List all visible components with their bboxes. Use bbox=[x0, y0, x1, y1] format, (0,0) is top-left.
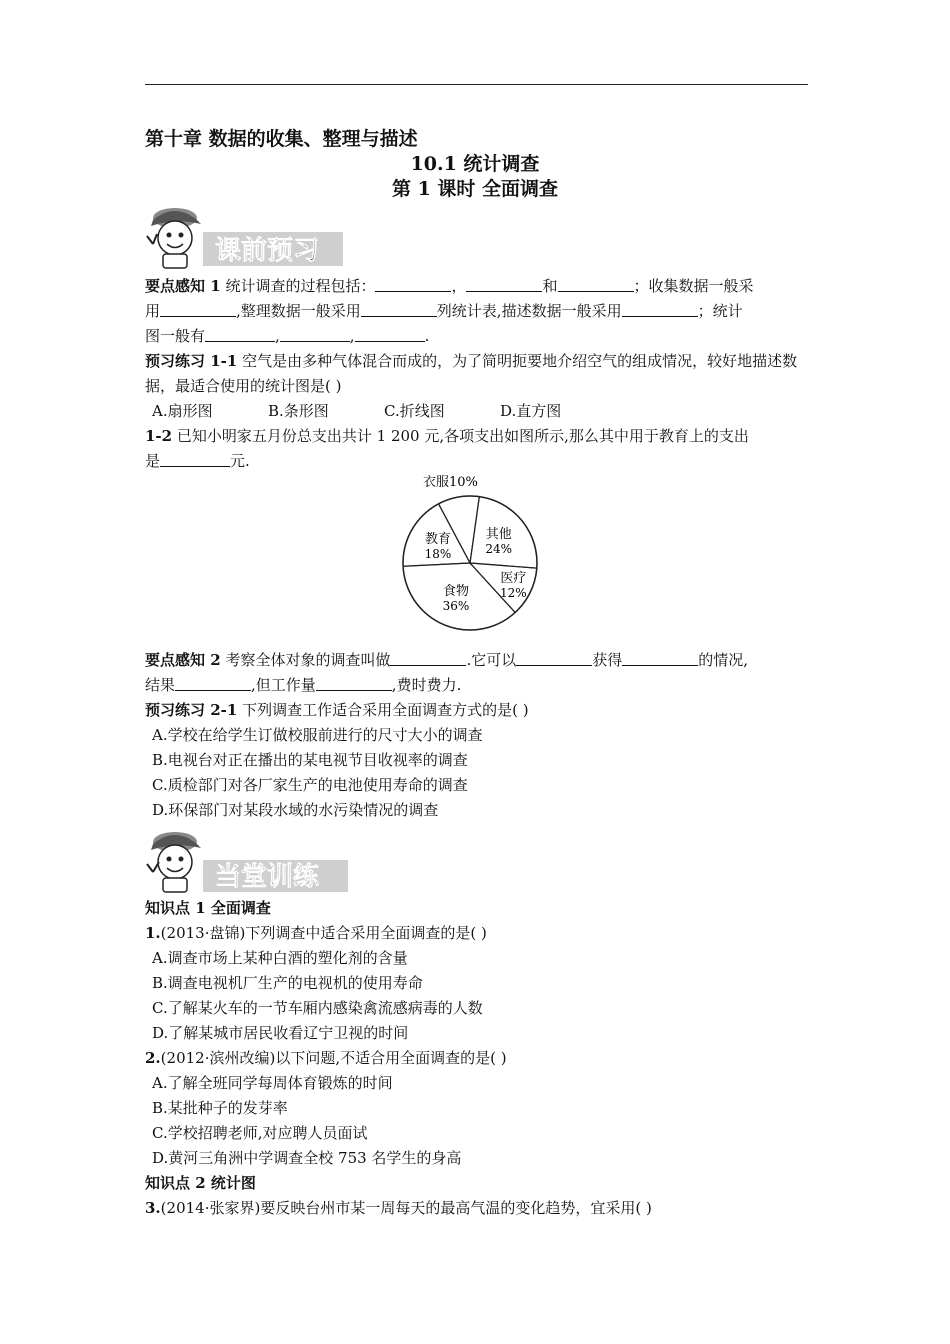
pie-value-4: 18% bbox=[424, 546, 452, 561]
blank bbox=[375, 274, 451, 292]
exercise-1-2: 1-2 已知小明家五月份总支出共计 1 200 元,各项支出如图所示,那么其中用于教育上的支出 是 元. bbox=[145, 427, 749, 470]
knowledge-point-1: 知识点 1 全面调查 bbox=[145, 899, 271, 917]
pre-study-banner bbox=[145, 204, 350, 268]
exercise-1-1-options bbox=[145, 399, 808, 424]
option-b: B.某批种子的发芽率 bbox=[152, 1099, 288, 1117]
expense-pie-chart bbox=[395, 470, 545, 638]
pie-label-1: 其他 bbox=[485, 526, 512, 542]
exercise-1-1 bbox=[145, 349, 808, 424]
pie-label-2: 医疗 bbox=[500, 571, 527, 587]
exercise-1-1-label: 预习练习 1-1 bbox=[145, 352, 238, 370]
blank bbox=[205, 324, 275, 342]
blank bbox=[355, 324, 425, 342]
option-d: D.黄河三角洲中学调查全校 753 名学生的身高 bbox=[152, 1149, 462, 1167]
class-training-banner-text: 当堂训练 bbox=[215, 862, 320, 892]
cartoon-boy-icon bbox=[145, 828, 350, 894]
blank bbox=[516, 648, 592, 666]
exercise-2-1-label: 预习练习 2-1 bbox=[145, 701, 238, 719]
chapter-title: 第十章 数据的收集、整理与描述 bbox=[145, 128, 418, 150]
blank bbox=[361, 299, 437, 317]
question-3: (2014·张家界)要反映台州市某一周每天的最高气温的变化趋势，宜采用( ) bbox=[160, 1199, 652, 1217]
exercise-1-2-question: 已知小明家五月份总支出共计 1 200 元,各项支出如图所示,那么其中用于教育上的支出 bbox=[176, 427, 749, 445]
exercise-2-1-question: 下列调查工作适合采用全面调查方式的是( ) bbox=[242, 701, 529, 719]
pre-study-banner-text: 课前预习 bbox=[215, 236, 320, 266]
key-point-1-label: 要点感知 1 bbox=[145, 277, 221, 295]
blank bbox=[280, 324, 350, 342]
option-b: B.条形图 bbox=[268, 402, 329, 420]
option-a: A.调查市场上某种白酒的塑化剂的含量 bbox=[152, 949, 408, 967]
pie-value-2: 12% bbox=[500, 586, 527, 601]
pie-value-3: 36% bbox=[442, 599, 470, 614]
blank bbox=[466, 274, 542, 292]
option-c: C.了解某火车的一节车厢内感染禽流感病毒的人数 bbox=[152, 999, 483, 1017]
cartoon-boy-icon bbox=[145, 204, 350, 270]
class-training-banner bbox=[145, 828, 350, 892]
option-c: C.学校招聘老师,对应聘人员面试 bbox=[152, 1124, 368, 1142]
key-point-2-label: 要点感知 2 bbox=[145, 651, 221, 669]
option-b: B.电视台对正在播出的某电视节目收视率的调查 bbox=[152, 751, 468, 769]
option-d: D.直方图 bbox=[500, 402, 562, 420]
section-title: 10.1 统计调查 bbox=[410, 153, 540, 175]
pie-label-4: 教育 bbox=[424, 531, 451, 547]
exercise-2-1 bbox=[145, 698, 808, 823]
blank bbox=[160, 299, 236, 317]
exercise-1-1-question: 空气是由多种气体混合而成的，为了简明扼要地介绍空气的组成情况，较好地描述数据，最适合使用的统计图是( ) bbox=[145, 352, 798, 395]
knowledge-point-2: 知识点 2 统计图 bbox=[145, 1174, 256, 1192]
option-d: D.了解某城市居民收看辽宁卫视的时间 bbox=[152, 1024, 409, 1042]
blank bbox=[390, 648, 466, 666]
lesson-title: 第 1 课时 全面调查 bbox=[391, 178, 559, 200]
training-section: 知识点 1 全面调查 1.(2013·盘锦)下列调查中适合采用全面调查的是( ) A.调查市场上某种白酒的塑化剂的含量 B.调查电视机厂生产的电视机的使用寿命 C.了解某火车的一节车厢内感染禽流感病毒的人数 D.了解某城市居民收看辽宁卫视的时间 2.(2012·滨州改编)以下问题,不适合用全面调查的是( ) A.了解全班同学每周体育锻炼的时间 B.某批种子的发芽率 C.学校招聘老师,对应聘人员面试 D.黄河三角洲中学调查全校 753 名学生的身高 知识点 2 统计图 3.(2014·张家界)要反映台州市某一周每天的最高气温的变化趋势，宜采用( ) bbox=[145, 896, 808, 1221]
exercise-1-2-label: 1-2 bbox=[145, 427, 173, 445]
blank bbox=[558, 274, 634, 292]
pie-value-1: 24% bbox=[485, 541, 513, 556]
blank bbox=[316, 673, 392, 691]
option-d: D.环保部门对某段水域的水污染情况的调查 bbox=[152, 801, 439, 819]
option-a: A.学校在给学生订做校服前进行的尺寸大小的调查 bbox=[152, 726, 483, 744]
option-a: A.扇形图 bbox=[152, 402, 213, 420]
question-2: (2012·滨州改编)以下问题,不适合用全面调查的是( ) bbox=[160, 1049, 507, 1067]
header-rule bbox=[145, 84, 808, 85]
key-point-2: 要点感知 2 考察全体对象的调查叫做 .它可以 获得 的情况, 结果 ,但工作量 ,费时费力. bbox=[145, 648, 808, 698]
pie-label-3: 食物 bbox=[442, 584, 469, 600]
question-1: (2013·盘锦)下列调查中适合采用全面调查的是( ) bbox=[160, 924, 487, 942]
pie-label-0: 衣服10% bbox=[423, 475, 478, 490]
blank bbox=[622, 648, 698, 666]
blank bbox=[175, 673, 251, 691]
option-c: C.折线图 bbox=[384, 402, 445, 420]
key-point-1: 要点感知 1 统计调查的过程包括： ， 和 ；收集数据一般采 用 ,整理数据一般采用 列统计表,描述数据一般采用 ；统计 图一般有 , , . bbox=[145, 274, 808, 349]
blank bbox=[160, 449, 230, 467]
option-a: A.了解全班同学每周体育锻炼的时间 bbox=[152, 1074, 393, 1092]
blank bbox=[622, 299, 698, 317]
option-c: C.质检部门对各厂家生产的电池使用寿命的调查 bbox=[152, 776, 468, 794]
option-b: B.调查电视机厂生产的电视机的使用寿命 bbox=[152, 974, 423, 992]
